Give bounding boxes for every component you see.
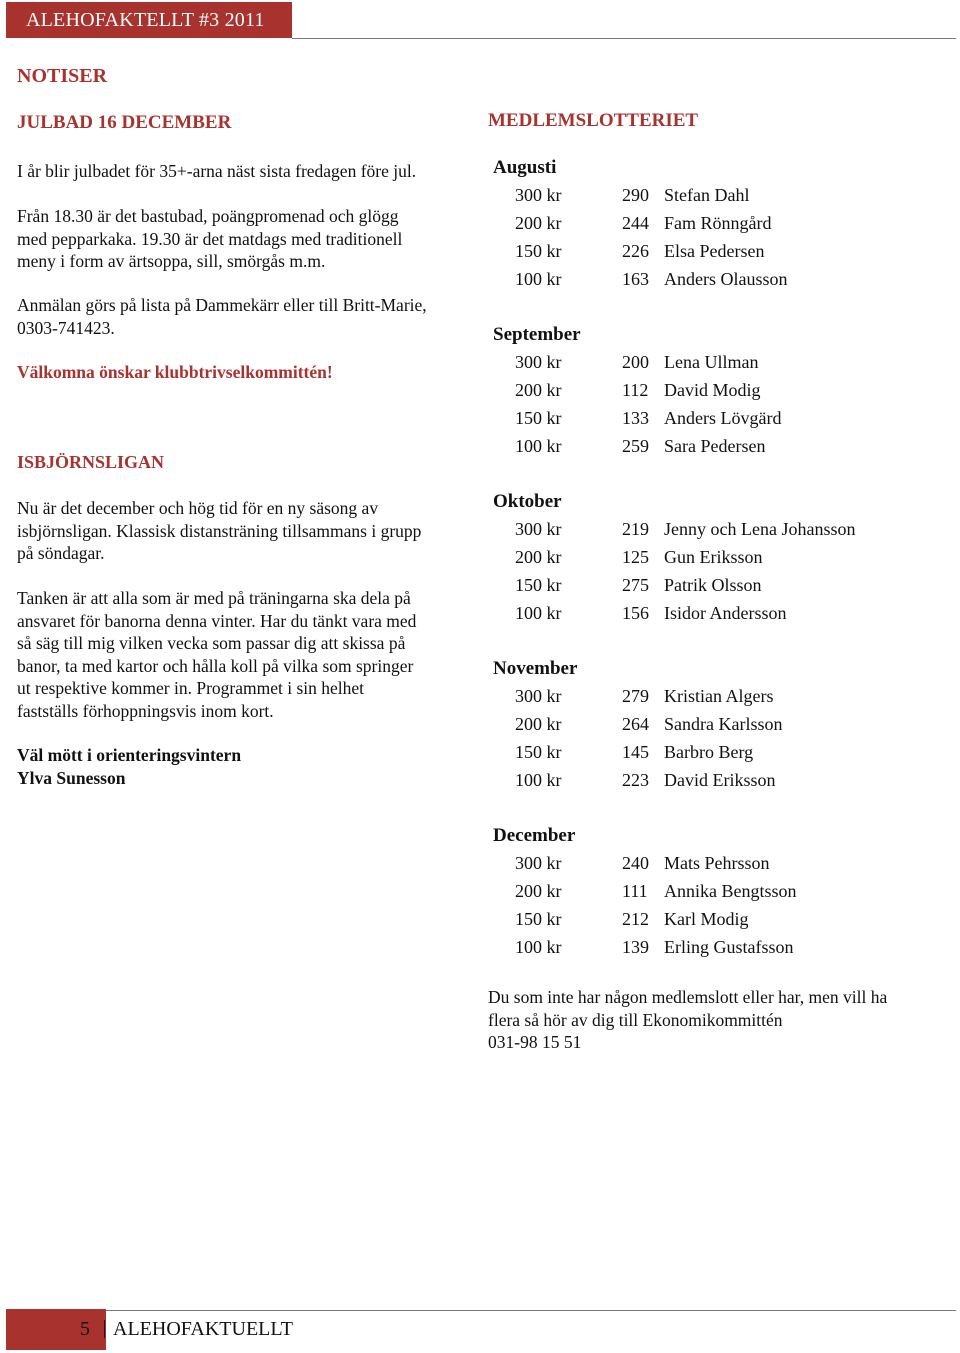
prize-amount: 100 kr — [515, 436, 562, 456]
ticket-number: 111 — [622, 881, 648, 901]
lottery-row — [493, 352, 933, 380]
winner-name: Barbro Berg — [664, 742, 754, 762]
footer-divider — [104, 1320, 105, 1338]
ticket-number: 244 — [622, 213, 649, 233]
winner-name: David Modig — [664, 380, 761, 400]
lottery-row — [493, 269, 933, 297]
footer-title: ALEHOFAKTUELLT — [113, 1318, 293, 1340]
winner-name: Anders Lövgärd — [664, 408, 782, 428]
ticket-number: 290 — [622, 185, 649, 205]
prize-amount: 300 kr — [515, 185, 562, 205]
julbad-paragraph-2 — [17, 205, 482, 273]
text-line: så säg till mig vilken vecka som passar dig att skissa på — [17, 633, 406, 653]
text-line: Från 18.30 är det bastubad, poängpromenad och glögg — [17, 206, 399, 226]
lottery-row — [493, 603, 933, 631]
lottery-row — [493, 937, 933, 965]
ticket-number: 125 — [622, 547, 649, 567]
ticket-number: 112 — [622, 380, 649, 400]
prize-amount: 300 kr — [515, 686, 562, 706]
text-line: fastställs förhoppningsvis inom kort. — [17, 700, 274, 721]
lottery-month-heading: Oktober — [493, 491, 562, 512]
text-line: banor, ta med kartor och hålla koll på vilka som springer — [17, 655, 414, 676]
ticket-number: 145 — [622, 742, 649, 762]
lottery-title: MEDLEMSLOTTERIET — [488, 110, 699, 131]
winner-name: Fam Rönngård — [664, 213, 772, 233]
lottery-row — [493, 436, 933, 464]
lottery-note — [488, 986, 948, 1054]
lottery-month-heading: September — [493, 324, 581, 345]
prize-amount: 300 kr — [515, 352, 562, 372]
winner-name: Lena Ullman — [664, 352, 759, 372]
ticket-number: 279 — [622, 686, 649, 706]
prize-amount: 100 kr — [515, 770, 562, 790]
lottery-month-heading: November — [493, 658, 578, 679]
lottery-row — [493, 575, 933, 603]
lottery-row — [493, 213, 933, 241]
lottery-row — [493, 714, 933, 742]
lottery-row — [493, 185, 933, 213]
prize-amount: 300 kr — [515, 519, 562, 539]
header-title: ALEHOFAKTELLT #3 2011 — [26, 9, 265, 31]
text-line: Anmälan görs på lista på Dammekärr eller till Britt-Marie, — [17, 295, 427, 315]
julbad-paragraph-3 — [17, 294, 482, 339]
signature-greeting: Väl mött i orienteringsvintern — [17, 745, 242, 765]
text-line: 0303-741423. — [17, 317, 115, 338]
lottery-row — [493, 519, 933, 547]
lottery-row — [493, 909, 933, 937]
isbjornsligan-paragraph-2 — [17, 587, 482, 722]
text-line: Tanken är att alla som är med på träningarna ska dela på — [17, 588, 411, 608]
julbad-title: JULBAD 16 DECEMBER — [17, 112, 232, 133]
text-line: Nu är det december och hög tid för en ny säsong av — [17, 498, 379, 518]
text-line: ut respektive kommer in. Programmet i sin helhet — [17, 678, 365, 698]
lottery-month-heading: Augusti — [493, 157, 557, 178]
ticket-number: 264 — [622, 714, 649, 734]
winner-name: Gun Eriksson — [664, 547, 763, 567]
winner-name: Karl Modig — [664, 909, 749, 929]
lottery-row — [493, 881, 933, 909]
prize-amount: 100 kr — [515, 603, 562, 623]
isbjornsligan-paragraph-1 — [17, 497, 482, 565]
text-line: ansvaret för banorna denna vinter. Har du tänkt vara med — [17, 610, 417, 631]
winner-name: Elsa Pedersen — [664, 241, 765, 261]
ticket-number: 156 — [622, 603, 649, 623]
winner-name: Anders Olausson — [664, 269, 788, 289]
julbad-welcome: Välkomna önskar klubbtrivselkommittén! — [17, 362, 333, 382]
prize-amount: 300 kr — [515, 853, 562, 873]
winner-name: Patrik Olsson — [664, 575, 762, 595]
text-line: på söndagar. — [17, 543, 105, 563]
winner-name: Annika Bengtsson — [664, 881, 797, 901]
winner-name: Isidor Andersson — [664, 603, 787, 623]
lottery-month-heading: December — [493, 825, 576, 846]
lottery-row — [493, 408, 933, 436]
ticket-number: 223 — [622, 770, 649, 790]
lottery-row — [493, 380, 933, 408]
prize-amount: 200 kr — [515, 380, 562, 400]
ticket-number: 163 — [622, 269, 649, 289]
text-line: Du som inte har någon medlemslott eller har, men vill ha — [488, 987, 888, 1007]
text-line: isbjörnsligan. Klassisk distansträning tillsammans i grupp — [17, 520, 422, 541]
ticket-number: 133 — [622, 408, 649, 428]
lottery-row — [493, 742, 933, 770]
prize-amount: 150 kr — [515, 575, 562, 595]
prize-amount: 200 kr — [515, 714, 562, 734]
lottery-row — [493, 853, 933, 881]
lottery-row — [493, 241, 933, 269]
julbad-paragraph-1 — [17, 160, 482, 183]
lottery-row — [493, 547, 933, 575]
winner-name: Jenny och Lena Johansson — [664, 519, 856, 539]
prize-amount: 150 kr — [515, 408, 562, 428]
section-title: NOTISER — [17, 65, 108, 87]
ticket-number: 240 — [622, 853, 649, 873]
winner-name: Sara Pedersen — [664, 436, 766, 456]
prize-amount: 150 kr — [515, 742, 562, 762]
isbjornsligan-signature — [17, 744, 482, 789]
prize-amount: 100 kr — [515, 269, 562, 289]
footer — [80, 1318, 293, 1341]
ticket-number: 139 — [622, 937, 649, 957]
prize-amount: 150 kr — [515, 909, 562, 929]
ticket-number: 275 — [622, 575, 649, 595]
winner-name: Kristian Algers — [664, 686, 774, 706]
lottery-row — [493, 686, 933, 714]
winner-name: Mats Pehrsson — [664, 853, 770, 873]
ticket-number: 226 — [622, 241, 649, 261]
lottery-row — [493, 770, 933, 798]
prize-amount: 200 kr — [515, 213, 562, 233]
winner-name: Stefan Dahl — [664, 185, 750, 205]
signature-name: Ylva Sunesson — [17, 767, 126, 788]
prize-amount: 150 kr — [515, 241, 562, 261]
page-number: 5 — [80, 1318, 90, 1340]
winner-name: Erling Gustafsson — [664, 937, 794, 957]
ticket-number: 200 — [622, 352, 649, 372]
isbjornsligan-title: ISBJÖRNSLIGAN — [17, 452, 165, 472]
ticket-number: 212 — [622, 909, 649, 929]
phone-number: 031-98 15 51 — [488, 1032, 582, 1052]
header-title-banner — [6, 2, 292, 38]
text-line: flera så hör av dig till Ekonomikommittén — [488, 1009, 783, 1030]
header-rule — [292, 38, 956, 39]
footer-rule — [106, 1310, 956, 1311]
ticket-number: 259 — [622, 436, 649, 456]
ticket-number: 219 — [622, 519, 649, 539]
prize-amount: 100 kr — [515, 937, 562, 957]
prize-amount: 200 kr — [515, 547, 562, 567]
text-line: meny i form av ärtsoppa, sill, smörgås m.m. — [17, 251, 326, 271]
text-line: I år blir julbadet för 35+-arna näst sista fredagen före jul. — [17, 161, 417, 181]
winner-name: David Eriksson — [664, 770, 776, 790]
text-line: med pepparkaka. 19.30 är det matdags med traditionell — [17, 228, 403, 249]
prize-amount: 200 kr — [515, 881, 562, 901]
winner-name: Sandra Karlsson — [664, 714, 783, 734]
